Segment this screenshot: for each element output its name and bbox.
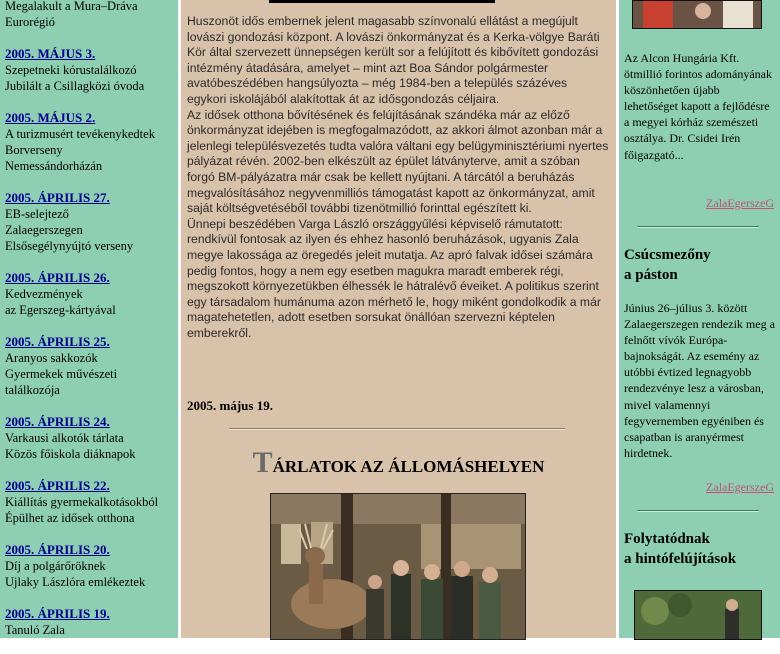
news-headline-link[interactable]: találkozója: [5, 383, 60, 397]
news-date-link[interactable]: 2005. ÁPRILIS 22.: [5, 478, 110, 493]
news-headline[interactable]: [624, 245, 776, 285]
news-text: Június 26–július 3. között Zalaegerszegen rendezik meg a felnőtt vívók Európa-bajnokságát. Az esemény az utóbbi évtized legnagyobb rendezvénye lesz a városban, mivel valamennyi fegyvernemben egyéniben és csapatban is aranyérmest hirdetnek.: [624, 301, 775, 460]
news-list: [5, 0, 177, 654]
more-link[interactable]: ZalaEgerszeG: [706, 480, 774, 494]
headline-line: a páston: [624, 267, 678, 283]
top-image-edge: [269, 0, 495, 3]
news-headline-link[interactable]: Díj a polgárőröknek: [5, 559, 106, 573]
left-news-column: [0, 0, 178, 638]
news-date-link[interactable]: 2005. ÁPRILIS 19.: [5, 606, 110, 621]
news-headline-link[interactable]: Aranyos sakkozók: [5, 351, 98, 365]
article-column: [181, 0, 616, 638]
divider-rule: [229, 428, 565, 430]
news-headline-link[interactable]: Szepetneki kórustalálkozó: [5, 63, 137, 77]
news-headline-link[interactable]: Épülhet az idősek otthona: [5, 511, 135, 525]
news-headline-link[interactable]: az Egerszeg-kártyával: [5, 303, 116, 317]
news-item: [5, 414, 177, 462]
news-photo: [632, 0, 762, 29]
more-link[interactable]: ZalaEgerszeG: [706, 196, 774, 210]
headline-line: a hintófelújítások: [624, 551, 737, 567]
news-headline-link[interactable]: Ujlaky Lászlóra emlékeztek: [5, 575, 146, 589]
news-item: [5, 334, 177, 398]
news-date-link[interactable]: 2005. ÁPRILIS 26.: [5, 270, 110, 285]
article-paragraph: Az idősek otthona bővítésének és felújításának szándéka már az előző önkormányzat idejében is megfogalmazódott, az akkori álmot azonban már a jelenlegi településvezetés tudta valóra váltani egy belügyminisztériumi nyertes pályázat révén. 2002-ben elkészült az épület látványterve, amit a szóban forgó BM-pályázatra már csak be kellett nyújtani. A tárcától a beruházás megvalósításához negyvenmilliós támogatást kapott az önkormányzat, amit saját költségvetéséből további tizenötmillió forinttal egészített ki.: [187, 107, 609, 216]
news-date-link[interactable]: 2005. ÁPRILIS 20.: [5, 542, 110, 557]
right-news-column: [619, 0, 780, 638]
title-rest: ÁRLATOK AZ ÁLLOMÁSHELYEN: [272, 457, 545, 476]
news-headline-link[interactable]: A turizmusért tevékenykedtek: [5, 127, 155, 141]
news-item: [5, 542, 177, 590]
news-headline-link[interactable]: Nemessándorházán: [5, 159, 103, 173]
news-item: [5, 0, 177, 30]
news-headline-link[interactable]: Gyermekek művészeti: [5, 367, 118, 381]
news-date-link[interactable]: 2005. ÁPRILIS 24.: [5, 414, 110, 429]
article-body: [187, 14, 609, 341]
news-headline-link[interactable]: Tanuló Zala: [5, 623, 65, 637]
news-item: [5, 478, 177, 526]
news-headline-link[interactable]: Zalaegerszegen: [5, 223, 83, 237]
news-headline-link[interactable]: Elsősegélynyújtó verseny: [5, 239, 134, 253]
news-photo: [634, 590, 762, 640]
news-date-link[interactable]: 2005. ÁPRILIS 25.: [5, 334, 110, 349]
title-initial: T: [252, 446, 273, 479]
headline-line: Folytatódnak: [624, 531, 710, 547]
article-date: 2005. május 19.: [187, 398, 273, 413]
news-item: [5, 190, 177, 254]
article-paragraph: Huszonöt idős embernek jelent magasabb színvonalú ellátást a megújult lovászi gondozási központ. A lovászi önkormányzat és a Kerka-völgye Baráti Kör által szervezett ünnepségen került sor a felújított és kibővített gondozási intézmény átadására, amelyet – mint azt Boa Sándor polgármester avatóbeszédében hangsúlyozta – még 1984-ben a település százéves egykori iskolájából alakítottak át az idősgondozás céljaira.: [187, 14, 600, 106]
news-item: [5, 270, 177, 318]
news-headline-link[interactable]: Közös főiskola diáknapok: [5, 447, 136, 461]
article-paragraph: Ünnepi beszédében Varga László országgyűlési képviselő rámutatott: rendkívül fontosak az ilyen és ehhez hasonló beruházások, ugyanis Zala megye lakossága az öregedés jeleit mutatja. Az apró falvak idősei számára pedig fontos, hogy a nem egy esetben magukra maradt emberek régi, megszokott környezetükben élhessék le hátralévő éveiket. A politikus szerint egy társadalom humánuma azon mérhető le, hogy miként gondolkodik a már magatehetetlen, adott esetben sorsukat önállóan szervezni képtelen emberekről.: [187, 216, 601, 340]
exhibition-photo: [270, 493, 526, 640]
news-date-link[interactable]: 2005. ÁPRILIS 27.: [5, 190, 110, 205]
news-item: [5, 606, 177, 638]
news-text: Az Alcon Hungária Kft. ötmillió forintos adományának köszönhetően újabb lehetőséget kapott a fejlődésre a megyei kórház szemészeti osztálya. Dr. Csidei Irén főigazgató...: [624, 51, 772, 162]
news-headline[interactable]: [624, 529, 776, 569]
news-headline-link[interactable]: Jubilált a Csillagközi óvoda: [5, 79, 145, 93]
news-item: [5, 110, 177, 174]
headline-line: Csúcsmezőny: [624, 247, 711, 263]
news-headline-link[interactable]: EB-selejtező: [5, 207, 69, 221]
divider-rule: [637, 226, 759, 228]
divider-rule: [637, 510, 759, 512]
news-headline-link[interactable]: Borverseny: [5, 143, 63, 157]
news-item: [5, 46, 177, 94]
news-date-link[interactable]: 2005. MÁJUS 2.: [5, 110, 96, 125]
news-headline-link[interactable]: Kiállítás gyermekalkotásokból: [5, 495, 159, 509]
news-headline-link[interactable]: Eurorégió: [5, 15, 55, 29]
news-headline-link[interactable]: Kedvezmények: [5, 287, 83, 301]
news-headline-link[interactable]: Megalakult a Mura–Dráva: [5, 0, 138, 13]
news-date-link[interactable]: 2005. MÁJUS 3.: [5, 46, 96, 61]
next-article-title[interactable]: [181, 446, 616, 480]
news-headline-link[interactable]: Varkausi alkotók tárlata: [5, 431, 124, 445]
